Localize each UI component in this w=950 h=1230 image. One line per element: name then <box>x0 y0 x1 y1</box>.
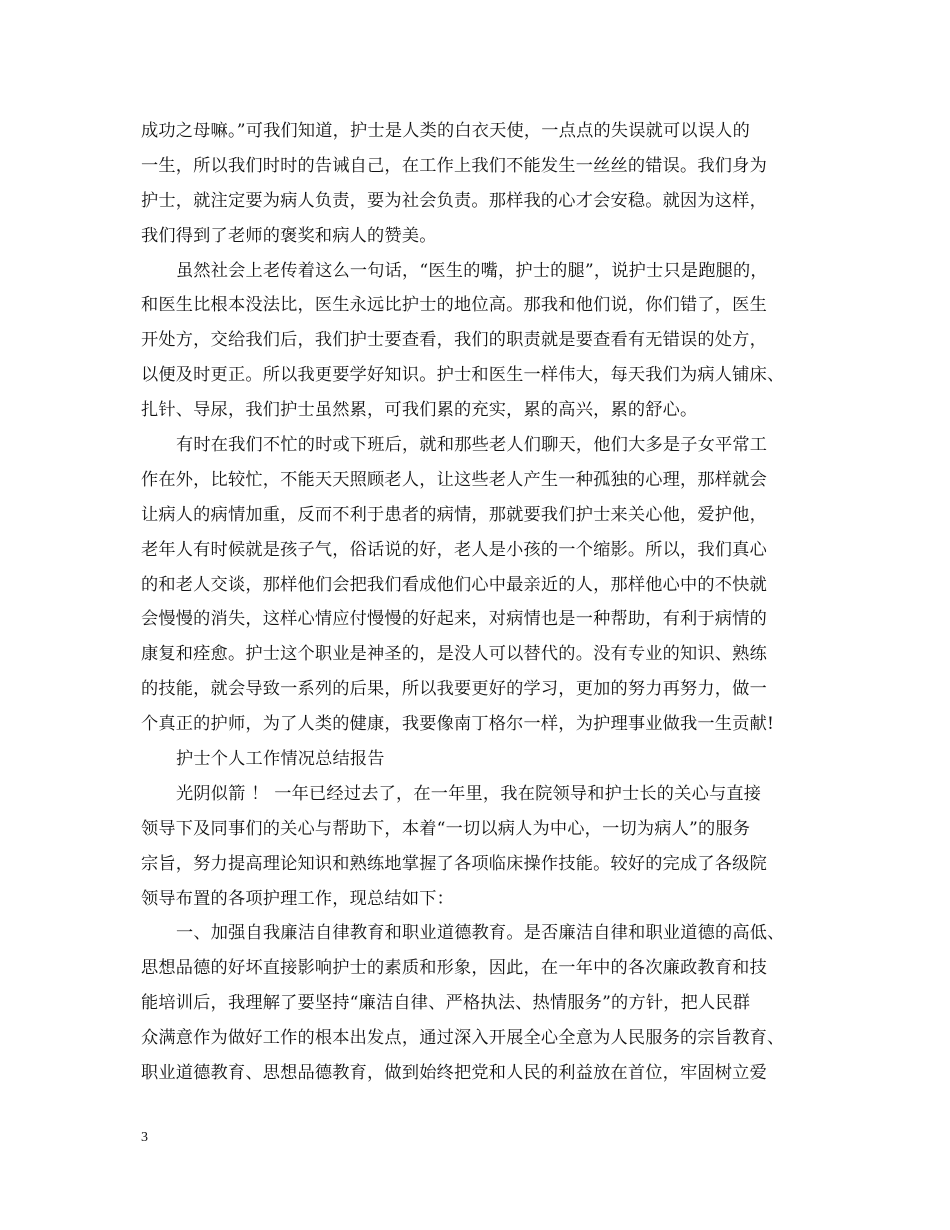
text-line: 职业道德教育、思想品德教育，做到始终把党和人民的利益放在首位，牢固树立爱 <box>141 1063 767 1084</box>
text-line: 领导下及同事们的关心与帮助下，本着“一切以病人为中心，一切为病人”的服务 <box>141 818 751 839</box>
text-line: 思想品德的好坏直接影响护士的素质和形象，因此，在一年中的各次廉政教育和技 <box>141 958 767 979</box>
text-line: 能培训后，我理解了要坚持“廉洁自律、严格执法、热情服务”的方针，把人民群 <box>141 993 751 1014</box>
document-body <box>141 114 821 1091</box>
text-line: 会慢慢的消失，这样心情应付慢慢的好起来，对病情也是一种帮助，有利于病情的 <box>141 609 767 630</box>
text-line: 的和老人交谈，那样他们会把我们看成他们心中最亲近的人，那样他心中的不快就 <box>141 574 767 595</box>
text-line: 康复和痊愈。护士这个职业是神圣的，是没人可以替代的。没有专业的知识、熟练 <box>141 644 767 665</box>
text-line: 的技能，就会导致一系列的后果，所以我要更好的学习，更加的努力再努力，做一 <box>141 679 767 700</box>
paragraph-first-line: 光阴似箭 ！ 一年已经过去了，在一年里，我在院领导和护士长的关心与直接 <box>176 783 762 804</box>
text-line: 成功之母嘛。”可我们知道，护士是人类的白衣天使，一点点的失误就可以误人的 <box>141 121 750 141</box>
text-line: 开处方，交给我们后，我们护士要查看，我们的职责就是要查看有无错误的处方， <box>141 330 767 351</box>
text-line: 让病人的病情加重，反而不利于患者的病情，那就要我们护士来关心他，爱护他， <box>141 504 767 525</box>
paragraph-first-line: 一、加强自我廉洁自律教育和职业道德教育。是否廉洁自律和职业道德的高低、 <box>176 923 785 944</box>
paragraph-first-line: 虽然社会上老传着这么一句话，“医生的嘴，护士的腿”，说护士只是跑腿的， <box>176 260 768 281</box>
paragraph-first-line: 有时在我们不忙的时或下班后，就和那些老人们聊天，他们大多是子女平常工 <box>176 435 768 456</box>
text-line: 宗旨，努力提高理论知识和熟练地掌握了各项临床操作技能。较好的完成了各级院 <box>141 853 767 874</box>
text-line: 个真正的护师，为了人类的健康，我要像南丁格尔一样，为护理事业做我一生贡献! <box>141 714 775 735</box>
text-line: 扎针、导尿，我们护士虽然累，可我们累的充实，累的高兴，累的舒心。 <box>141 400 698 421</box>
text-line: 老年人有时候就是孩子气，俗话说的好，老人是小孩的一个缩影。所以，我们真心 <box>141 539 767 560</box>
text-line: 和医生比根本没法比，医生永远比护士的地位高。那我和他们说，你们错了，医生 <box>141 295 767 316</box>
text-line: 作在外，比较忙，不能天天照顾老人，让这些老人产生一种孤独的心理，那样就会 <box>141 469 767 490</box>
text-line: 以便及时更正。所以我更要学好知识。护士和医生一样伟大，每天我们为病人铺床、 <box>141 365 785 386</box>
text-line: 领导布置的各项护理工作，现总结如下： <box>141 888 454 909</box>
text-line: 一生，所以我们时时的告诫自己，在工作上我们不能发生一丝丝的错误。我们身为 <box>141 155 767 176</box>
paragraph-first-line: 护士个人工作情况总结报告 <box>176 749 385 770</box>
page-number: 3 <box>141 1130 148 1145</box>
text-line: 我们得到了老师的褒奖和病人的赞美。 <box>141 225 437 246</box>
text-line: 众满意作为做好工作的根本出发点，通过深入开展全心全意为人民服务的宗旨教育、 <box>141 1028 785 1049</box>
text-line: 护士，就注定要为病人负责，要为社会负责。那样我的心才会安稳。就因为这样， <box>141 190 767 211</box>
